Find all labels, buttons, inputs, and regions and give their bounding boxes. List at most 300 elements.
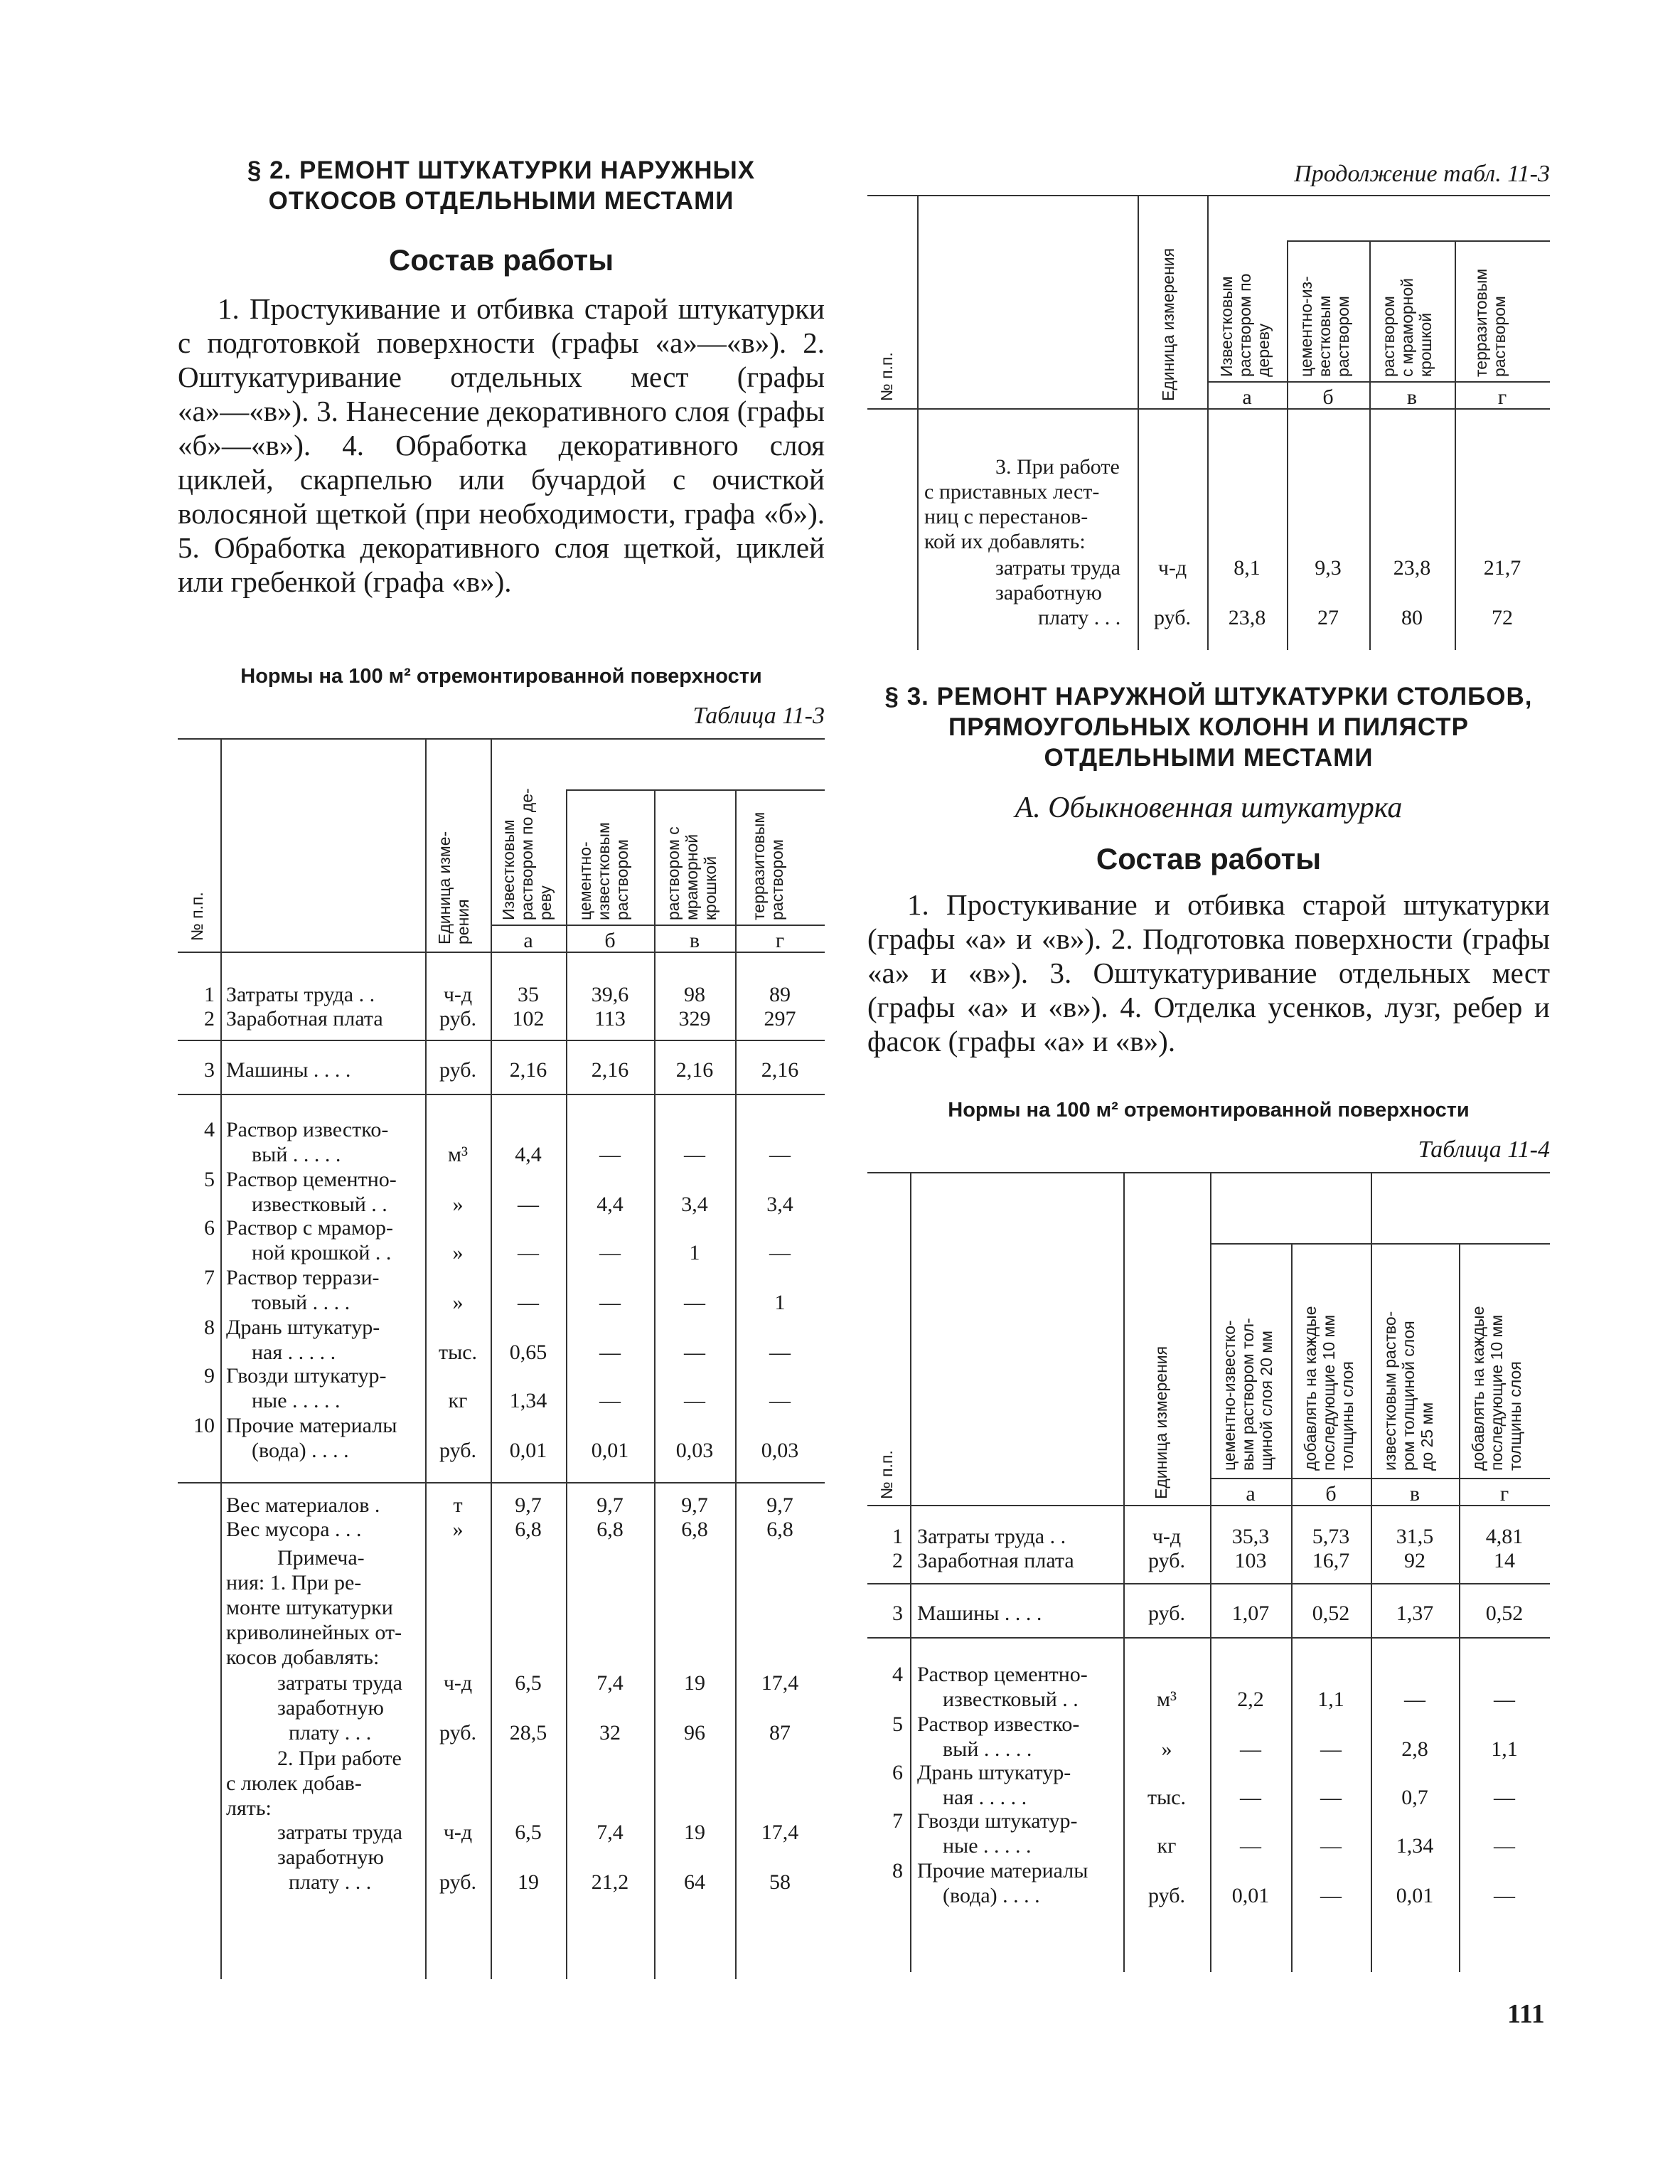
note-value-a: 28,5 xyxy=(509,1721,547,1744)
cell-value-a: — xyxy=(518,1291,539,1314)
col-v-header xyxy=(1381,1311,1436,1471)
cell-value-v: 0,7 xyxy=(1401,1786,1428,1809)
col-letter: в xyxy=(1409,1482,1420,1506)
row-name: (вода) . . . . xyxy=(252,1439,349,1462)
cell-value-b: — xyxy=(599,1389,621,1412)
cell-value-a: 0,65 xyxy=(509,1341,547,1364)
cell-value-v: 1 xyxy=(689,1241,700,1264)
cell-value-v: 2,8 xyxy=(1401,1737,1428,1761)
header-line: раствором xyxy=(613,839,631,920)
note-value-g: 21,7 xyxy=(1483,556,1521,580)
note-value-v: 64 xyxy=(684,1870,705,1894)
col-num-header xyxy=(877,352,896,401)
header-line: толщины слоя xyxy=(1338,1361,1357,1471)
col-v-header xyxy=(664,826,719,920)
table-11-3-label: Таблица 11-3 xyxy=(692,703,825,729)
col-b-header xyxy=(1297,276,1352,377)
cell-value-g: — xyxy=(769,1341,791,1364)
note-line: лять: xyxy=(226,1796,272,1820)
row-name: Прочие материалы xyxy=(226,1414,397,1437)
col-letter: б xyxy=(1325,1482,1337,1506)
cell-value-b: 4,4 xyxy=(596,1193,624,1216)
row-number: 1 xyxy=(892,1525,903,1548)
row-unit: м³ xyxy=(1157,1688,1177,1711)
row-number: 2 xyxy=(204,1007,215,1030)
row-name: Затраты труда . . xyxy=(226,983,375,1006)
note-value-a: 23,8 xyxy=(1228,606,1266,629)
note-row-name: затраты труда xyxy=(277,1821,402,1844)
row-number: 8 xyxy=(204,1316,215,1339)
weight-name: Вес мусора . . . xyxy=(226,1518,362,1541)
note-value-g: 17,4 xyxy=(761,1671,799,1695)
note-line: 2. При работе xyxy=(277,1747,402,1770)
note-line: косов добавлять: xyxy=(226,1646,380,1669)
rule-v xyxy=(1287,240,1288,650)
row-name: ная . . . . . xyxy=(943,1786,1027,1809)
section-2-heading xyxy=(178,155,825,216)
row-name: Раствор известко- xyxy=(226,1118,389,1141)
header-line: раствором xyxy=(1490,296,1509,377)
col-a-header xyxy=(1220,1318,1275,1471)
weight-value-b: 9,7 xyxy=(596,1493,624,1517)
cell-value-b: — xyxy=(1320,1737,1342,1761)
cell-value-v: — xyxy=(684,1143,705,1166)
cell-value-a: 35,3 xyxy=(1231,1525,1270,1548)
note-value-a: 19 xyxy=(518,1870,539,1894)
header-line: последующие 10 мм xyxy=(1487,1314,1506,1471)
col-letter: а xyxy=(523,929,533,952)
header-line: № п.п. xyxy=(877,352,896,401)
header-line: цементно-из- xyxy=(1297,276,1315,377)
section-3-heading-line3: ОТДЕЛЬНЫМИ МЕСТАМИ xyxy=(1044,744,1374,772)
section-3-subheading: А. Обыкновенная штукатурка xyxy=(1015,792,1403,824)
cell-value-g: 0,03 xyxy=(761,1439,799,1462)
section-3-heading xyxy=(867,681,1550,773)
cell-value-a: — xyxy=(1240,1737,1261,1761)
rule-h xyxy=(178,738,825,740)
row-name: Раствор цементно- xyxy=(226,1168,397,1191)
section-2-work-text: 1. Простукивание и отбивка старой штукатурки с подготовкой поверхности (графы «а»—«в»). 2. Оштукатуривание отдельных мест (графы «а»—«в»). 3. Нанесение декоративного слоя (графы «б»—«в»). 4. Обработка декоративного слоя циклей, скарпелью или бучардой с очисткой волосяной щеткой (при необходимости, графа «б»). 5. Обработка декоративного слоя щеткой, циклей или гребенкой (графа «в»). xyxy=(178,292,825,598)
cell-value-g: — xyxy=(1494,1884,1515,1907)
note-row-unit: ч-д xyxy=(443,1671,473,1695)
header-line: терразитовым xyxy=(749,811,768,920)
cell-value-a: 35 xyxy=(518,983,539,1006)
section-2-norms: Нормы на 100 м² отремонтированной поверхности xyxy=(240,665,762,688)
cell-value-v: — xyxy=(684,1389,705,1412)
row-name: Гвозди штукатур- xyxy=(226,1364,387,1387)
header-line: № п.п. xyxy=(188,892,206,941)
note-value-v: 23,8 xyxy=(1393,556,1431,580)
rule-h xyxy=(867,195,1550,196)
note-row-unit: руб. xyxy=(1154,606,1191,629)
col-unit-header xyxy=(1152,1346,1170,1499)
cell-value-g: 89 xyxy=(769,983,791,1006)
col-letter: г xyxy=(1499,1482,1509,1506)
note-row-name: плату . . . xyxy=(289,1870,372,1894)
cell-value-a: 2,16 xyxy=(509,1058,547,1082)
header-line: толщины слоя xyxy=(1506,1361,1524,1471)
row-name: ная . . . . . xyxy=(252,1341,336,1364)
col-a-header xyxy=(1217,274,1273,377)
header-line: известковым xyxy=(594,822,613,920)
rule-h xyxy=(867,1583,1550,1584)
rule-h xyxy=(867,1172,1550,1173)
col-b-header xyxy=(1301,1306,1357,1471)
section-3-work-heading: Состав работы xyxy=(1096,842,1322,875)
note-value-g: 58 xyxy=(769,1870,791,1894)
weight-value-v: 6,8 xyxy=(681,1518,708,1541)
header-line: щиной слоя 20 мм xyxy=(1257,1331,1275,1471)
weight-value-a: 6,8 xyxy=(515,1518,542,1541)
weight-value-b: 6,8 xyxy=(596,1518,624,1541)
cell-value-a: 102 xyxy=(512,1007,545,1030)
table-11-4-label: Таблица 11-4 xyxy=(1418,1136,1550,1163)
rule-v xyxy=(1138,195,1139,650)
note-value-v: 96 xyxy=(684,1721,705,1744)
cell-value-g: — xyxy=(1494,1834,1515,1858)
header-line: раствором с xyxy=(664,826,683,920)
row-name: Дрань штукатур- xyxy=(917,1761,1071,1784)
note-value-g: 87 xyxy=(769,1721,791,1744)
header-line: Известковым xyxy=(499,819,518,920)
col-unit-header xyxy=(435,831,472,944)
note-row-name: плату . . . xyxy=(1038,606,1121,629)
row-unit: м³ xyxy=(448,1143,468,1166)
rule-v xyxy=(1455,240,1456,650)
row-unit: руб. xyxy=(439,1007,476,1030)
col-letter: б xyxy=(604,929,616,952)
col-letter: б xyxy=(1322,385,1334,409)
weight-value-v: 9,7 xyxy=(681,1493,708,1517)
row-unit: » xyxy=(452,1291,464,1314)
cell-value-b: — xyxy=(599,1341,621,1364)
rule-h xyxy=(178,1094,825,1095)
header-line: вестковым xyxy=(1315,295,1334,377)
cell-value-g: 14 xyxy=(1494,1549,1515,1572)
note-value-g: 72 xyxy=(1492,606,1513,629)
col-num-header xyxy=(877,1450,896,1499)
cell-value-g: — xyxy=(769,1389,791,1412)
header-line: реву xyxy=(536,885,555,920)
header-line: мраморной xyxy=(683,833,701,920)
note-value-a: 8,1 xyxy=(1234,556,1261,580)
cell-value-v: 1,37 xyxy=(1396,1602,1434,1625)
cell-value-a: — xyxy=(1240,1834,1261,1858)
header-line: ром толщиной слоя xyxy=(1399,1321,1418,1471)
weight-unit: т xyxy=(453,1493,463,1517)
note-value-v: 19 xyxy=(684,1821,705,1844)
cell-value-b: 0,01 xyxy=(591,1439,629,1462)
row-name: (вода) . . . . xyxy=(943,1884,1040,1907)
rule-v xyxy=(735,789,737,1979)
note-value-b: 27 xyxy=(1317,606,1339,629)
note-row-unit: руб. xyxy=(439,1870,476,1894)
section-2-work-heading: Состав работы xyxy=(388,243,614,277)
row-number: 3 xyxy=(204,1058,215,1082)
row-number: 7 xyxy=(204,1266,215,1289)
header-line: раствором по xyxy=(1236,273,1254,377)
col-letter: а xyxy=(1246,1482,1256,1506)
section-2-heading-line1: § 2. РЕМОНТ ШТУКАТУРКИ НАРУЖНЫХ xyxy=(247,156,756,184)
header-line: дереву xyxy=(1254,323,1273,377)
col-letter: г xyxy=(1497,385,1507,409)
row-number: 9 xyxy=(204,1364,215,1387)
row-unit: руб. xyxy=(439,1058,476,1082)
row-unit: тыс. xyxy=(438,1341,478,1364)
table-11-3 xyxy=(178,738,825,1979)
rule-h xyxy=(1210,1243,1550,1245)
row-name: товый . . . . xyxy=(252,1291,351,1314)
row-number: 3 xyxy=(892,1602,903,1625)
cell-value-a: 0,01 xyxy=(1231,1884,1270,1907)
row-name: Заработная плата xyxy=(226,1007,383,1030)
cell-value-a: 1,34 xyxy=(509,1389,547,1412)
note-row-unit: ч-д xyxy=(443,1821,473,1844)
cell-value-v: 98 xyxy=(684,983,705,1006)
header-line: до 25 мм xyxy=(1418,1402,1436,1471)
note-value-g: 17,4 xyxy=(761,1821,799,1844)
row-unit: » xyxy=(452,1241,464,1264)
row-number: 2 xyxy=(892,1549,903,1572)
note-row-unit: руб. xyxy=(439,1721,476,1744)
note-value-b: 21,2 xyxy=(591,1870,629,1894)
cell-value-g: 1,1 xyxy=(1491,1737,1518,1761)
header-line: Единица изме- xyxy=(435,831,454,944)
cell-value-a: — xyxy=(518,1193,539,1216)
cell-value-v: — xyxy=(684,1341,705,1364)
cell-value-g: 0,52 xyxy=(1485,1602,1524,1625)
weight-value-a: 9,7 xyxy=(515,1493,542,1517)
header-line: № п.п. xyxy=(877,1450,896,1499)
row-number: 4 xyxy=(892,1663,903,1686)
rule-v xyxy=(1369,240,1371,650)
cell-value-v: 329 xyxy=(678,1007,711,1030)
cell-value-a: — xyxy=(518,1241,539,1264)
cell-value-a: 1,07 xyxy=(1231,1602,1270,1625)
row-name: Машины . . . . xyxy=(917,1602,1042,1625)
section-3-work-text: 1. Простукивание и отбивка старой штукатурки (графы «а» и «в»). 2. Подготовка поверхности (графы «а» и «в»). 3. Оштукатуривание отдельных мест (графы «а» и «в»). 4. Отделка усенков, лузг, ребер и фасок (графы «а» и «в»). xyxy=(867,888,1550,1058)
cell-value-b: 16,7 xyxy=(1312,1549,1350,1572)
row-number: 7 xyxy=(892,1809,903,1833)
cell-value-a: — xyxy=(1240,1786,1261,1809)
cell-value-b: 0,52 xyxy=(1312,1602,1350,1625)
rule-h xyxy=(566,789,825,791)
rule-v xyxy=(654,789,656,1979)
note-value-v: 19 xyxy=(684,1671,705,1695)
row-name: ной крошкой . . xyxy=(252,1241,392,1264)
row-unit: руб. xyxy=(1148,1602,1185,1625)
col-letter: в xyxy=(1406,385,1418,409)
weight-value-g: 9,7 xyxy=(766,1493,793,1517)
cell-value-v: 1,34 xyxy=(1396,1834,1434,1858)
row-name: ные . . . . . xyxy=(943,1834,1032,1858)
weight-value-g: 6,8 xyxy=(766,1518,793,1541)
cell-value-b: 113 xyxy=(594,1007,626,1030)
col-v-header xyxy=(1379,278,1435,377)
row-name: известковый . . xyxy=(252,1193,387,1216)
cell-value-g: — xyxy=(769,1241,791,1264)
cell-value-g: 4,81 xyxy=(1485,1525,1524,1548)
header-line: добавлять на каждые xyxy=(1469,1306,1487,1471)
page-number: 111 xyxy=(1507,1999,1545,2029)
cell-value-b: — xyxy=(599,1143,621,1166)
section-3-heading-line1: § 3. РЕМОНТ НАРУЖНОЙ ШТУКАТУРКИ СТОЛБОВ, xyxy=(884,683,1533,710)
header-line: крошкой xyxy=(701,856,719,920)
row-number: 5 xyxy=(204,1168,215,1191)
cell-value-v: — xyxy=(1404,1688,1425,1711)
cell-value-g: 297 xyxy=(764,1007,796,1030)
row-unit: тыс. xyxy=(1147,1786,1187,1809)
row-name: Раствор известко- xyxy=(917,1712,1080,1736)
cell-value-v: 0,03 xyxy=(675,1439,714,1462)
row-number: 8 xyxy=(892,1859,903,1882)
cell-value-b: 5,73 xyxy=(1312,1525,1350,1548)
row-unit: руб. xyxy=(1148,1549,1185,1572)
cell-value-v: 3,4 xyxy=(681,1193,708,1216)
row-name: Раствор цементно- xyxy=(917,1663,1088,1686)
row-name: Раствор террази- xyxy=(226,1266,380,1289)
header-line: рения xyxy=(454,899,472,944)
row-number: 4 xyxy=(204,1118,215,1141)
cell-value-g: 1 xyxy=(774,1291,786,1314)
cell-value-b: — xyxy=(599,1241,621,1264)
col-b-header xyxy=(576,822,631,920)
note-row-name: плату . . . xyxy=(289,1721,372,1744)
col-letter: в xyxy=(689,929,700,952)
section-3-heading-line2: ПРЯМОУГОЛЬНЫХ КОЛОНН И ПИЛЯСТР xyxy=(948,713,1469,741)
header-line: известковым раство- xyxy=(1381,1311,1399,1471)
cell-value-v: 0,01 xyxy=(1396,1884,1434,1907)
row-unit: руб. xyxy=(439,1439,476,1462)
cell-value-v: 2,16 xyxy=(675,1058,714,1082)
cell-value-g: — xyxy=(769,1143,791,1166)
rule-v xyxy=(1207,195,1209,650)
rule-v xyxy=(910,1172,911,1972)
row-number: 6 xyxy=(892,1761,903,1784)
col-unit-header xyxy=(1159,248,1177,401)
note-line: криволинейных от- xyxy=(226,1621,402,1644)
row-name: вый . . . . . xyxy=(252,1143,341,1166)
cell-value-b: — xyxy=(1320,1834,1342,1858)
row-unit: кг xyxy=(1157,1834,1177,1858)
row-name: Раствор с мрамор- xyxy=(226,1216,393,1240)
row-name: Прочие материалы xyxy=(917,1859,1088,1882)
cell-value-b: — xyxy=(1320,1786,1342,1809)
col-a-header xyxy=(499,788,555,920)
cell-value-a: 4,4 xyxy=(515,1143,542,1166)
note-line: ниц с перестанов- xyxy=(924,505,1088,528)
rule-h xyxy=(867,1637,1550,1639)
header-line: цементно- xyxy=(576,841,594,920)
header-line: терразитовым xyxy=(1472,268,1490,377)
note-line: кой их добавлять: xyxy=(924,530,1086,553)
col-letter: а xyxy=(1242,385,1252,409)
row-name: Заработная плата xyxy=(917,1549,1074,1572)
note-line: Примеча- xyxy=(277,1546,365,1570)
row-name: Машины . . . . xyxy=(226,1058,351,1082)
col-g-header xyxy=(749,812,786,920)
cell-value-g: 2,16 xyxy=(761,1058,799,1082)
note-value-b: 32 xyxy=(599,1721,621,1744)
row-name: Гвозди штукатур- xyxy=(917,1809,1078,1833)
header-line: Единица измерения xyxy=(1152,1346,1170,1499)
row-unit: ч-д xyxy=(1152,1525,1182,1548)
note-line: с люлек добав- xyxy=(226,1772,362,1795)
row-name: вый . . . . . xyxy=(943,1737,1032,1761)
cell-value-b: — xyxy=(599,1291,621,1314)
note-row-name: затраты труда xyxy=(995,556,1120,580)
weight-name: Вес материалов . xyxy=(226,1493,380,1517)
rule-h xyxy=(1207,381,1550,383)
rule-h xyxy=(1287,240,1550,242)
rule-v xyxy=(917,195,919,650)
row-number: 1 xyxy=(204,983,215,1006)
col-g-header xyxy=(1469,1306,1524,1471)
col-letter: г xyxy=(775,929,785,952)
section-2-heading-line2: ОТКОСОВ ОТДЕЛЬНЫМИ МЕСТАМИ xyxy=(268,187,734,215)
rule-h xyxy=(178,1482,825,1483)
header-line: Единица измерения xyxy=(1159,247,1177,401)
col-num-header xyxy=(188,892,206,941)
rule-h xyxy=(491,925,825,926)
col-g-header xyxy=(1472,269,1509,377)
cell-value-v: — xyxy=(684,1291,705,1314)
note-value-a: 6,5 xyxy=(515,1821,542,1844)
note-line: 3. При работе xyxy=(995,455,1120,479)
cell-value-v: 31,5 xyxy=(1396,1525,1434,1548)
cell-value-g: — xyxy=(1494,1688,1515,1711)
note-line: с приставных лест- xyxy=(924,480,1100,504)
header-line: раствором xyxy=(1334,296,1352,377)
note-row-name: затраты труда xyxy=(277,1671,402,1695)
note-value-a: 6,5 xyxy=(515,1671,542,1695)
cell-value-b: 1,1 xyxy=(1317,1688,1344,1711)
rule-h xyxy=(178,1040,825,1041)
row-number: 6 xyxy=(204,1216,215,1240)
row-unit: кг xyxy=(448,1389,468,1412)
cell-value-b: — xyxy=(1320,1884,1342,1907)
header-line: раствором xyxy=(768,839,786,920)
note-value-b: 7,4 xyxy=(596,1821,624,1844)
note-value-v: 80 xyxy=(1401,606,1423,629)
note-line: монте штукатурки xyxy=(226,1596,393,1619)
header-line: с мраморной xyxy=(1398,277,1416,377)
table-11-4 xyxy=(867,1172,1550,1972)
cell-value-a: 0,01 xyxy=(509,1439,547,1462)
note-row-unit: ч-д xyxy=(1157,556,1187,580)
note-value-b: 9,3 xyxy=(1315,556,1342,580)
cell-value-b: 2,16 xyxy=(591,1058,629,1082)
header-line: добавлять на каждые xyxy=(1301,1306,1320,1471)
cell-value-g: — xyxy=(1494,1786,1515,1809)
note-value-b: 7,4 xyxy=(596,1671,624,1695)
row-name: ные . . . . . xyxy=(252,1389,341,1412)
header-line: раствором xyxy=(1379,296,1398,377)
row-name: Дрань штукатур- xyxy=(226,1316,380,1339)
row-name: известковый . . xyxy=(943,1688,1079,1711)
cont-table-label: Продолжение табл. 11-3 xyxy=(1294,161,1550,187)
row-name: Затраты труда . . xyxy=(917,1525,1066,1548)
cell-value-v: 92 xyxy=(1404,1549,1425,1572)
rule-h xyxy=(1210,1478,1550,1479)
cell-value-a: 103 xyxy=(1234,1549,1267,1572)
weight-unit: » xyxy=(452,1518,464,1541)
row-unit: руб. xyxy=(1148,1884,1185,1907)
header-line: Известковым xyxy=(1217,276,1236,377)
note-row-name: заработную xyxy=(277,1845,384,1869)
rule-v xyxy=(566,789,567,1979)
note-row-name: заработную xyxy=(277,1696,384,1720)
